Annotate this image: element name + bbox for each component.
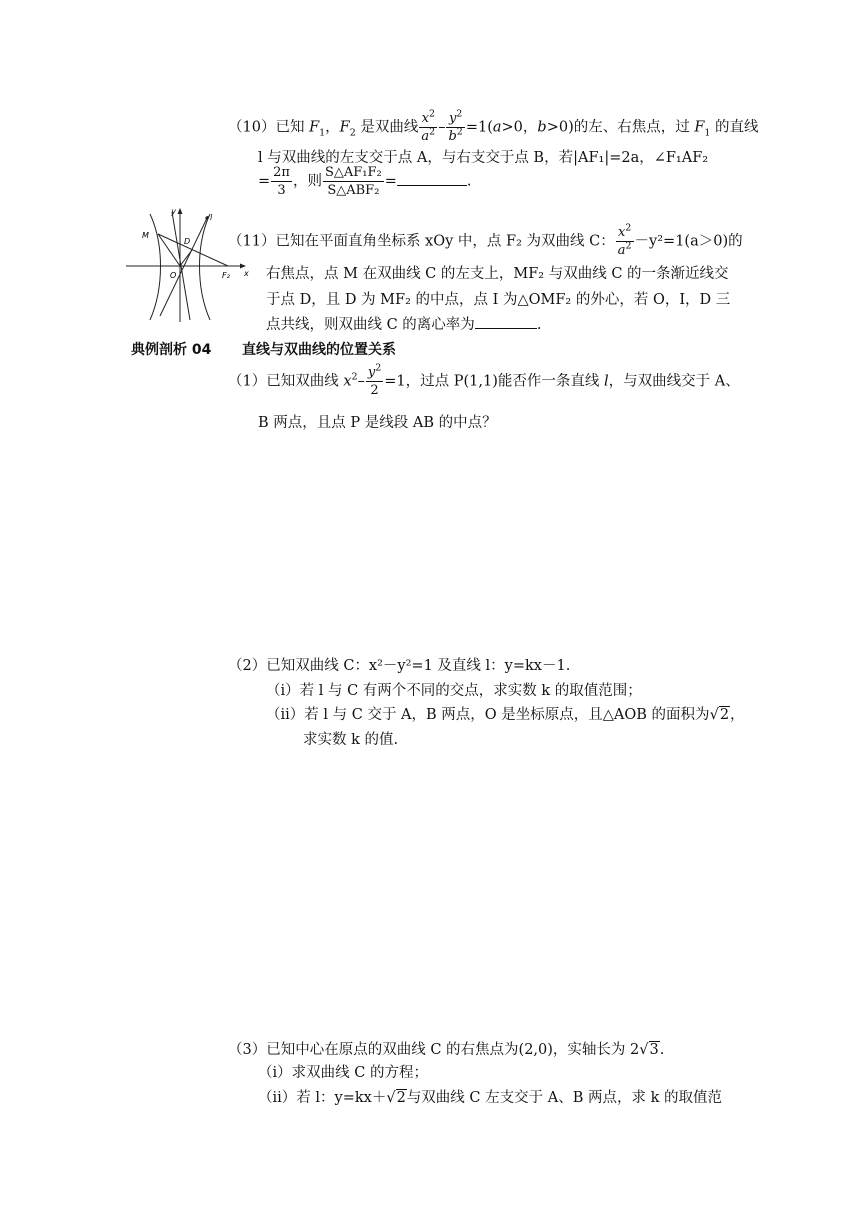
label-M: M [142, 231, 149, 240]
p3-number: （3） [228, 1042, 267, 1058]
p2-number: （2） [228, 658, 267, 674]
p2-line1: （2）已知双曲线 C：x²－y²=1 及直线 l：y=kx－1. [228, 658, 571, 674]
segment-OD [180, 250, 192, 266]
point-l-dot [205, 216, 208, 219]
label-x: x [244, 269, 249, 278]
section-subtitle: 直线与双曲线的位置关系 [242, 342, 396, 358]
p3-sub1: （ⅰ）求双曲线 C 的方程； [258, 1065, 428, 1081]
y-axis-arrow [178, 208, 183, 214]
q11-line4: 点共线，则双曲线 C 的离心率为 . [266, 313, 541, 334]
p3-line1: （3）已知中心在原点的双曲线 C 的右焦点为(2,0)，实轴长为 2√3. [228, 1042, 665, 1058]
hyperbola-left-branch [150, 214, 161, 320]
q10-line2: l 与双曲线的左支交于点 A，与右支交于点 B，若|AF₁|=2a，∠F₁AF₂ [258, 150, 709, 166]
q10-frac-y: $\frac{y^2}{b^2}$ [448, 108, 463, 144]
q10-frac-x: $\frac{x^2}{a^2}$ [421, 108, 436, 144]
p2-sub2: （ⅱ）若 l 与 C 交于 A，B 两点，O 是坐标原点，且△AOB 的面积为√2， [266, 707, 745, 723]
p2-sub1: （ⅰ）若 l 与 C 有两个不同的交点，求实数 k 的取值范围； [266, 683, 642, 699]
p1-line2: B 两点，且点 P 是线段 AB 的中点？ [258, 415, 497, 431]
q10-angle-frac: $\frac{2\pi}{3}$ [273, 165, 290, 198]
p1-number: （1） [228, 373, 267, 390]
q10-number: （10） [228, 119, 276, 136]
label-O: O [170, 271, 177, 280]
section-title: 典例剖析 04 [131, 342, 212, 358]
p3-sub2: （ⅱ）若 l：y=kx＋√2与双曲线 C 左支交于 A、B 两点，求 k 的取值范 [258, 1090, 722, 1106]
q10-line3: = $\frac{2\pi}{3}$ ，则 $\frac{\text{S△AF₁F₂}}{\text{S△ABF₂}}$ = . [258, 165, 472, 198]
label-F2: F₂ [222, 271, 230, 280]
p1-line1: （1）已知双曲线 $x^2-$ $\frac{y^2}{2}$ =1，过点 P(1,1)能否作一条直线 l，与双曲线交于 A、 [228, 362, 740, 398]
x-axis-arrow [240, 264, 246, 269]
p2-sub2-line2: 求实数 k 的值. [303, 732, 399, 748]
q11-frac: $\frac{x^2}{a^2}$ [617, 222, 632, 258]
sqrt-symbol: √2 [386, 1090, 406, 1106]
q10-answer-blank[interactable] [397, 171, 467, 186]
q11-answer-blank[interactable] [475, 314, 537, 329]
label-y: y [171, 207, 176, 216]
p1-frac: $\frac{y^2}{2}$ [367, 362, 382, 398]
q11-line2: 右焦点，点 M 在双曲线 C 的左支上，MF₂ 与双曲线 C 的一条渐近线交 [266, 266, 729, 282]
label-l: l [210, 213, 213, 222]
q11-line1: （11）已知在平面直角坐标系 xOy 中，点 F₂ 为双曲线 C： $\frac{x^2}{a^2}$ －y²=1(a＞0)的 [228, 222, 743, 258]
q11-number: （11） [228, 233, 276, 250]
label-D: D [184, 237, 191, 246]
q10-line1: （10）已知 $F_1$，$F_2$ 是双曲线 $\frac{x^2}{a^2}$ – $\frac{y^2}{b^2}$ =1(a>0，b>0)的左、右焦点，过 $F_1$ 的直线 [228, 108, 759, 144]
q10-area-frac: $\frac{\text{S△AF₁F₂}}{\text{S△ABF₂}}$ [324, 165, 382, 198]
hyperbola-figure [124, 204, 250, 324]
q11-line3: 于点 D，且 D 为 MF₂ 的中点，点 I 为△OMF₂ 的外心，若 O，I，D 三 [266, 292, 731, 308]
sqrt-symbol: √3 [639, 1042, 659, 1058]
sqrt-symbol: √2 [709, 707, 730, 723]
